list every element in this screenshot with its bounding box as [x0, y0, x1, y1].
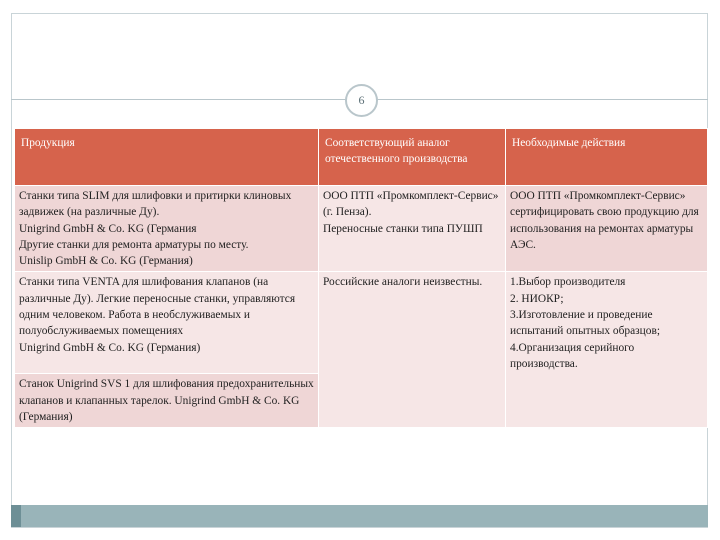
row1-actions-cell: [506, 186, 708, 272]
row2-product: Станки типа VENTA для шлифования клапанов (на различные Ду). Легкие переносные станки, управляются одним человеком. Работа в необслуживаемых и полуобслуживаемых помещениях Unigrind GmbH & Co. KG (Германия): [19, 276, 296, 354]
row2-analog: Российские аналоги неизвестны.: [323, 276, 483, 289]
products-table: [14, 128, 708, 428]
row2-actions-cell: [506, 272, 708, 428]
row3-product: Станок Unigrind SVS 1 для шлифования предохранительных клапанов и клапанных тарелок. Unigrind GmbH & Co. KG (Германия): [19, 378, 314, 424]
footer-bar-accent: [11, 505, 21, 527]
row1-product-cell: [15, 186, 319, 272]
table-row: [15, 272, 708, 374]
row1-product: Станки типа SLIM для шлифовки и притирки клиновых задвижек (на различные Ду). Unigrind GmbH & Co. KG (Германия Другие станки для ремонта арматуры по месту. Unislip GmbH & Co. KG (Германия): [19, 190, 292, 268]
row1-analog-cell: [319, 186, 506, 272]
row3-product-cell: [15, 374, 319, 428]
row1-actions: ООО ПТП «Промкомплект-Сервис» сертифицировать свою продукцию для использования на ремонтах арматуры АЭС.: [510, 190, 699, 251]
header-product: Продукция: [15, 129, 319, 186]
page-number: 6: [358, 93, 365, 107]
header-analog: Соответствующий аналог отечественного производства: [319, 129, 506, 186]
row2-analog-cell: [319, 272, 506, 428]
row2-actions: 1.Выбор производителя 2. НИОКР; 3.Изготовление и проведение испытаний опытных образцов; 4.Организация серийного производства.: [510, 276, 660, 370]
page-number-badge: [345, 84, 378, 117]
header-actions: Необходимые действия: [506, 129, 708, 186]
table-row: [15, 186, 708, 272]
footer-bar: [11, 505, 708, 527]
table-header-row: [15, 129, 708, 186]
row1-analog: ООО ПТП «Промкомплект-Сервис» (г. Пенза). Переносные станки типа ПУШП: [323, 190, 499, 235]
row2-product-cell: [15, 272, 319, 374]
